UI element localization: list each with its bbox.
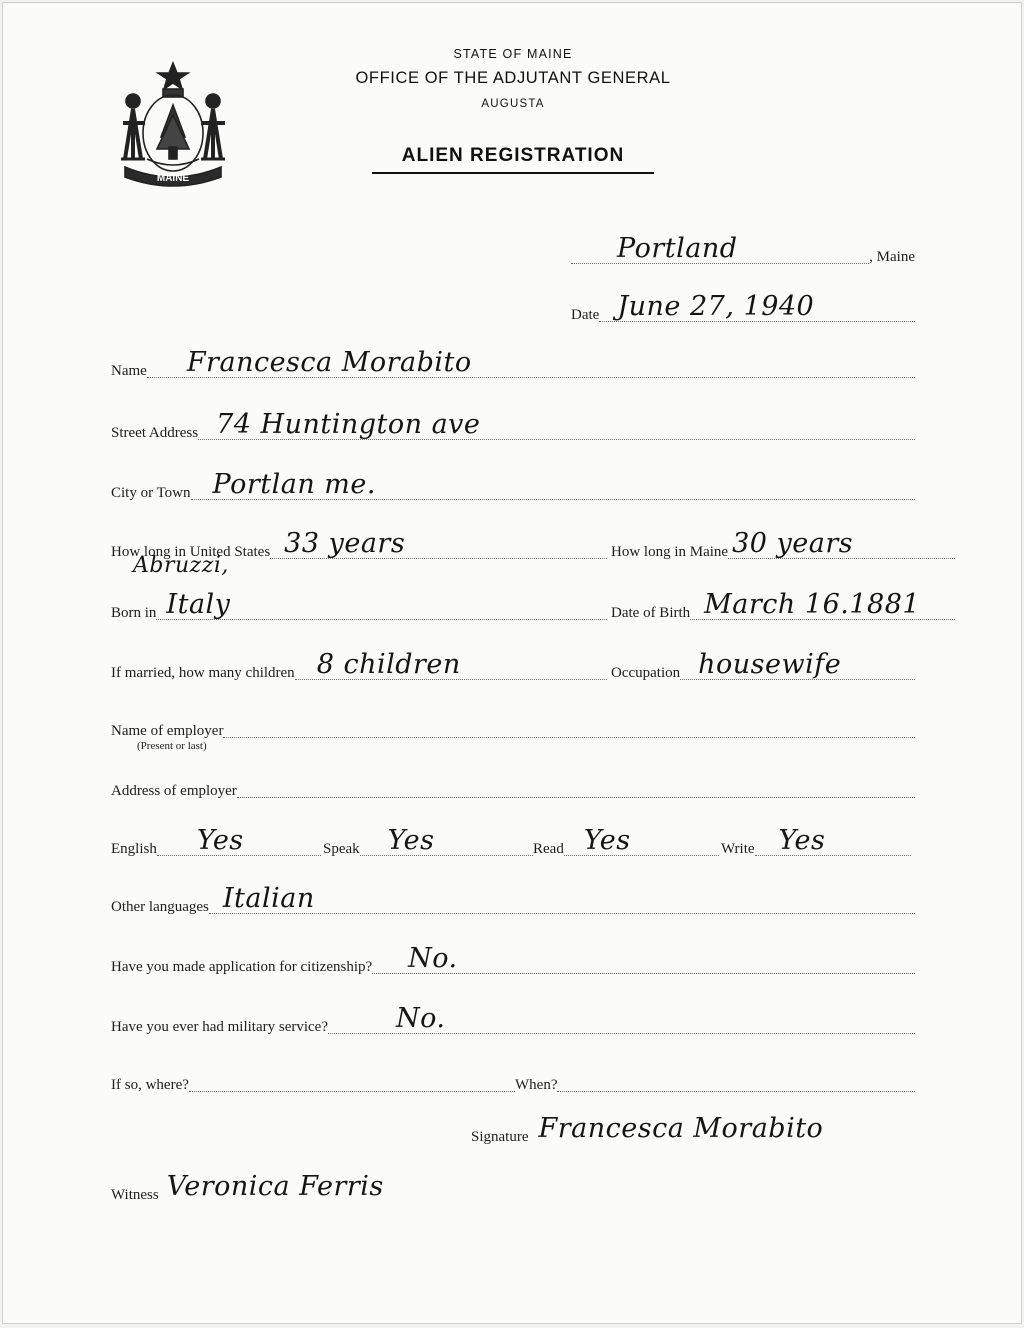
english-label: English [111, 841, 157, 857]
born-in-label: Born in [111, 605, 157, 621]
write-field[interactable] [755, 823, 911, 856]
employer-name-row [111, 709, 915, 741]
born-in-row [111, 591, 607, 623]
town-field[interactable] [571, 231, 869, 264]
town-row [571, 235, 915, 267]
born-in-value: Italy [166, 589, 231, 620]
registration-form [2, 2, 1022, 1324]
witness-value: Veronica Ferris [166, 1171, 384, 1202]
city-row [111, 471, 915, 503]
if-so-where-label: If so, where? [111, 1077, 189, 1093]
born-region-value: Abruzzi, [133, 553, 229, 578]
name-row [111, 349, 915, 381]
signature-value: Francesca Morabito [538, 1113, 824, 1144]
when-label: When? [515, 1077, 558, 1093]
witness-row [111, 1173, 551, 1205]
english-field[interactable] [157, 823, 321, 856]
how-long-maine-value: 30 years [732, 528, 854, 559]
form-title: ALIEN REGISTRATION [401, 145, 625, 166]
city-value: Portlan me. [212, 469, 376, 500]
witness-label: Witness [111, 1187, 159, 1203]
name-field[interactable] [147, 345, 915, 378]
how-long-maine-row [611, 530, 955, 562]
english-row [111, 827, 321, 859]
english-value: Yes [196, 825, 244, 856]
when-row [515, 1063, 915, 1095]
header-city: AUGUSTA [481, 98, 545, 110]
speak-row [323, 827, 533, 859]
header-office: OFFICE OF THE ADJUTANT GENERAL [355, 69, 671, 87]
military-field[interactable] [328, 1001, 915, 1034]
date-row [571, 293, 915, 325]
occupation-field[interactable] [680, 647, 915, 680]
how-long-us-value: 33 years [284, 528, 406, 559]
other-languages-value: Italian [222, 883, 315, 914]
if-so-where-row [111, 1063, 515, 1095]
write-value: Yes [778, 825, 826, 856]
header-state: STATE OF MAINE [453, 47, 573, 61]
date-value: June 27, 1940 [617, 291, 815, 322]
children-label: If married, how many children [111, 665, 295, 681]
other-languages-row [111, 885, 915, 917]
speak-value: Yes [387, 825, 435, 856]
employer-name-field[interactable] [223, 705, 915, 738]
employer-address-row [111, 769, 915, 801]
children-value: 8 children [316, 649, 461, 680]
military-label: Have you ever had military service? [111, 1019, 328, 1035]
citizenship-field[interactable] [372, 941, 915, 974]
dob-row [611, 591, 955, 623]
city-label: City or Town [111, 485, 191, 501]
children-field[interactable] [295, 647, 607, 680]
read-field[interactable] [564, 823, 719, 856]
read-label: Read [533, 841, 564, 857]
occupation-label: Occupation [611, 665, 681, 681]
write-label: Write [721, 841, 755, 857]
when-field[interactable] [557, 1059, 915, 1092]
dob-value: March 16.1881 [704, 589, 921, 620]
born-in-field[interactable] [156, 587, 607, 620]
maine-label: , Maine [869, 249, 915, 265]
speak-field[interactable] [360, 823, 533, 856]
speak-label: Speak [323, 841, 360, 857]
dob-label: Date of Birth [611, 605, 691, 621]
read-value: Yes [583, 825, 631, 856]
signature-label: Signature [471, 1129, 529, 1145]
maine-state-seal-icon [111, 59, 235, 191]
if-so-where-field[interactable] [189, 1059, 515, 1092]
citizenship-value: No. [408, 943, 458, 974]
children-row [111, 651, 607, 683]
street-value: 74 Huntington ave [216, 409, 481, 440]
name-label: Name [111, 363, 147, 379]
citizenship-label: Have you made application for citizenship? [111, 959, 373, 975]
other-languages-field[interactable] [209, 881, 915, 914]
how-long-maine-label: How long in Maine [611, 544, 729, 560]
date-label: Date [571, 307, 600, 323]
occupation-row [611, 651, 915, 683]
military-row [111, 1005, 915, 1037]
military-value: No. [396, 1003, 446, 1034]
how-long-maine-field[interactable] [728, 526, 955, 559]
occupation-value: housewife [698, 649, 842, 680]
city-field[interactable] [191, 467, 915, 500]
employer-name-label: Name of employer [111, 723, 224, 739]
dob-field[interactable] [690, 587, 955, 620]
title-underline [372, 172, 654, 174]
date-field[interactable] [599, 289, 915, 322]
street-label: Street Address [111, 425, 199, 441]
signature-field[interactable] [529, 1111, 916, 1144]
street-row [111, 411, 915, 443]
street-field[interactable] [198, 407, 915, 440]
witness-field[interactable] [159, 1169, 551, 1202]
how-long-us-label: How long in United States [111, 544, 271, 560]
svg-text:MAINE: MAINE [156, 173, 190, 184]
citizenship-row [111, 945, 915, 977]
employer-address-label: Address of employer [111, 783, 237, 799]
other-languages-label: Other languages [111, 899, 209, 915]
signature-row [471, 1115, 915, 1147]
how-long-us-field[interactable] [270, 526, 607, 559]
employer-sub-label: (Present or last) [137, 740, 207, 752]
employer-address-field[interactable] [237, 765, 915, 798]
name-value: Francesca Morabito [186, 347, 472, 378]
read-row [533, 827, 719, 859]
town-value: Portland [617, 233, 738, 264]
write-row [721, 827, 911, 859]
